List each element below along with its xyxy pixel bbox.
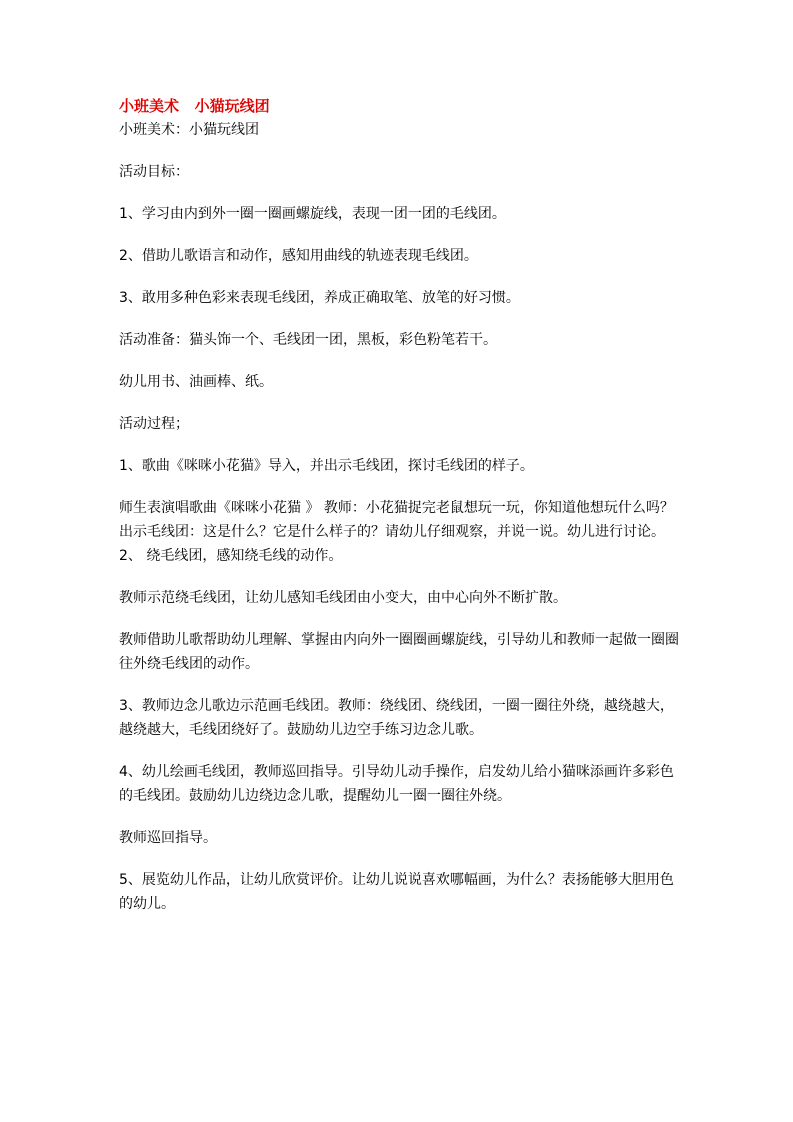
paragraph-process-heading: 活动过程； <box>119 416 189 432</box>
paragraph-subtitle: 小班美术：小猫玩线团 <box>119 122 259 138</box>
paragraph-step-4: 4、幼儿绘画毛线团，教师巡回指导。引导幼儿动手操作，启发幼儿给小猫咪添画许多彩色的毛线团。鼓励幼儿边绕边念儿歌，提醒幼儿一圈一圈往外绕。 <box>119 764 674 804</box>
paragraph-goal-3: 3、敢用多种色彩来表现毛线团，养成正确取笔、放笔的好习惯。 <box>119 290 520 306</box>
paragraph-goals-heading: 活动目标： <box>119 164 189 180</box>
document-title: 小班美术 小猫玩线团 <box>119 97 270 115</box>
paragraph-rhyme-help: 教师借助儿歌帮助幼儿理解、掌握由内向外一圈圈画螺旋线，引导幼儿和教师一起做一圈圈往外绕毛线团的动作。 <box>119 632 679 672</box>
paragraph-step-1: 1、歌曲《咪咪小花猫》导入，并出示毛线团，探讨毛线团的样子。 <box>119 458 534 474</box>
paragraph-goal-1: 1、学习由内到外一圈一圈画螺旋线，表现一团一团的毛线团。 <box>119 206 506 222</box>
paragraph-materials: 幼儿用书、油画棒、纸。 <box>119 374 273 390</box>
paragraph-step-3: 3、教师边念儿歌边示范画毛线团。教师：绕线团、绕线团，一圈一圈往外绕，越绕越大，越绕越大，毛线团绕好了。鼓励幼儿边空手练习边念儿歌。 <box>119 698 674 738</box>
document-body <box>119 94 679 934</box>
paragraph-step-5: 5、展览幼儿作品，让幼儿欣赏评价。让幼儿说说喜欢哪幅画，为什么？表扬能够大胆用色的幼儿。 <box>119 872 674 912</box>
paragraph-goal-2: 2、借助儿歌语言和动作，感知用曲线的轨迹表现毛线团。 <box>119 248 478 264</box>
paragraph-guidance: 教师巡回指导。 <box>119 830 217 846</box>
paragraph-preparation: 活动准备：猫头饰一个、毛线团一团，黑板，彩色粉笔若干。 <box>119 332 497 348</box>
paragraph-performance: 师生表演唱歌曲《咪咪小花猫 》 教师：小花猫捉完老鼠想玩一玩，你知道他想玩什么吗？出示毛线团：这是什么？它是什么样子的？请幼儿仔细观察，并说一说。幼儿进行讨论。2、 绕毛线团，感知绕毛线的动作。 <box>119 500 674 564</box>
paragraph-demo: 教师示范绕毛线团，让幼儿感知毛线团由小变大，由中心向外不断扩散。 <box>119 590 567 606</box>
